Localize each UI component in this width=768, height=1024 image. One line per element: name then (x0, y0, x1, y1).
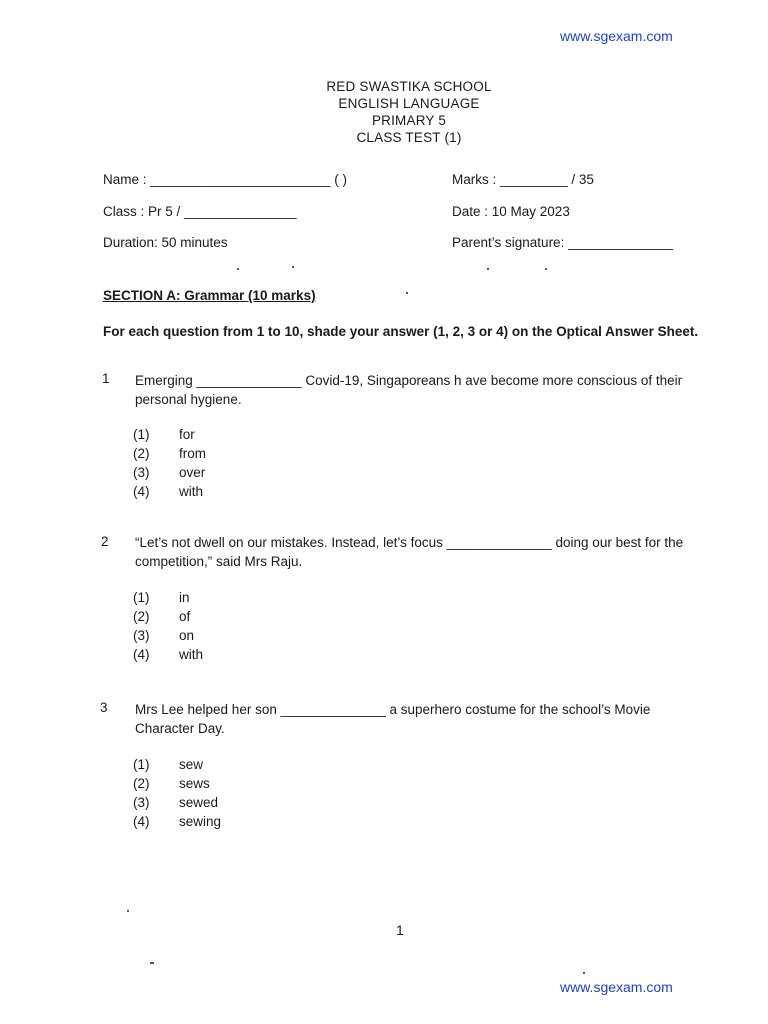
option-number: (3) (133, 465, 150, 480)
option-number: (1) (133, 590, 150, 605)
scan-speck (150, 962, 154, 964)
option-item[interactable] (133, 609, 203, 628)
option-number: (3) (133, 628, 150, 643)
exam-header (0, 78, 768, 146)
subject-name: ENGLISH LANGUAGE (338, 96, 480, 111)
question-text: Mrs Lee helped her son ______________ a superhero costume for the school’s Movie Character Day. (135, 702, 651, 736)
option-text: of (179, 609, 191, 624)
option-item[interactable] (133, 814, 221, 833)
option-text: sewing (179, 814, 222, 829)
test-name: CLASS TEST (1) (356, 130, 462, 145)
option-number: (1) (133, 757, 150, 772)
option-item[interactable] (133, 628, 203, 647)
question-number: 2 (101, 534, 109, 549)
option-text: with (179, 484, 204, 499)
section-instruction: For each question from 1 to 10, shade your answer (1, 2, 3 or 4) on the Optical Answer Sheet. (103, 324, 699, 339)
scan-speck (583, 972, 585, 974)
option-number: (4) (133, 814, 150, 829)
page-number: 1 (396, 922, 404, 938)
section-title: SECTION A: Grammar (10 marks) (103, 288, 316, 303)
question-text: Emerging ______________ Covid-19, Singaporeans h ave become more conscious of their personal hygiene. (135, 373, 683, 407)
question-number: 3 (100, 700, 108, 715)
option-item[interactable] (133, 446, 206, 465)
option-text: from (179, 446, 206, 461)
option-item[interactable] (133, 427, 206, 446)
option-text: on (179, 628, 195, 643)
option-number: (2) (133, 446, 150, 461)
scan-speck (545, 268, 547, 270)
option-number: (3) (133, 795, 150, 810)
signature-field: Parent’s signature: ______________ (452, 235, 674, 250)
option-item[interactable] (133, 484, 206, 503)
option-item[interactable] (133, 776, 221, 795)
scan-speck (487, 268, 489, 270)
option-text: in (179, 590, 190, 605)
option-text: sewed (179, 795, 219, 810)
option-text: over (179, 465, 206, 480)
level-name: PRIMARY 5 (371, 113, 447, 128)
question-number: 1 (102, 371, 110, 386)
option-item[interactable] (133, 795, 221, 814)
option-item[interactable] (133, 590, 203, 609)
option-item[interactable] (133, 757, 221, 776)
site-link-bottom[interactable]: www.sgexam.com (560, 979, 673, 995)
site-link-top[interactable]: www.sgexam.com (560, 28, 673, 44)
option-text: with (179, 647, 204, 662)
option-list (133, 757, 221, 833)
option-number: (2) (133, 609, 150, 624)
scan-speck (406, 292, 408, 294)
option-text: for (179, 427, 195, 442)
duration-field: Duration: 50 minutes (103, 235, 228, 250)
option-number: (4) (133, 484, 150, 499)
option-text: sews (179, 776, 210, 791)
option-list (133, 590, 203, 666)
option-item[interactable] (133, 465, 206, 484)
option-list (133, 427, 206, 503)
date-field: Date : 10 May 2023 (452, 204, 570, 219)
class-field: Class : Pr 5 / _______________ (103, 204, 297, 219)
option-number: (4) (133, 647, 150, 662)
scan-speck (292, 266, 294, 268)
question-text: “Let’s not dwell on our mistakes. Instead, let’s focus ______________ doing our best for the competition,” said Mrs Raju. (135, 535, 684, 569)
marks-field: Marks : _________ / 35 (452, 172, 594, 187)
option-number: (2) (133, 776, 150, 791)
school-name: RED SWASTIKA SCHOOL (326, 79, 492, 94)
option-item[interactable] (133, 647, 203, 666)
name-field: Name : ________________________ ( ) (103, 172, 347, 187)
scan-speck (127, 910, 129, 912)
option-text: sew (179, 757, 204, 772)
option-number: (1) (133, 427, 150, 442)
scan-speck (237, 268, 239, 270)
